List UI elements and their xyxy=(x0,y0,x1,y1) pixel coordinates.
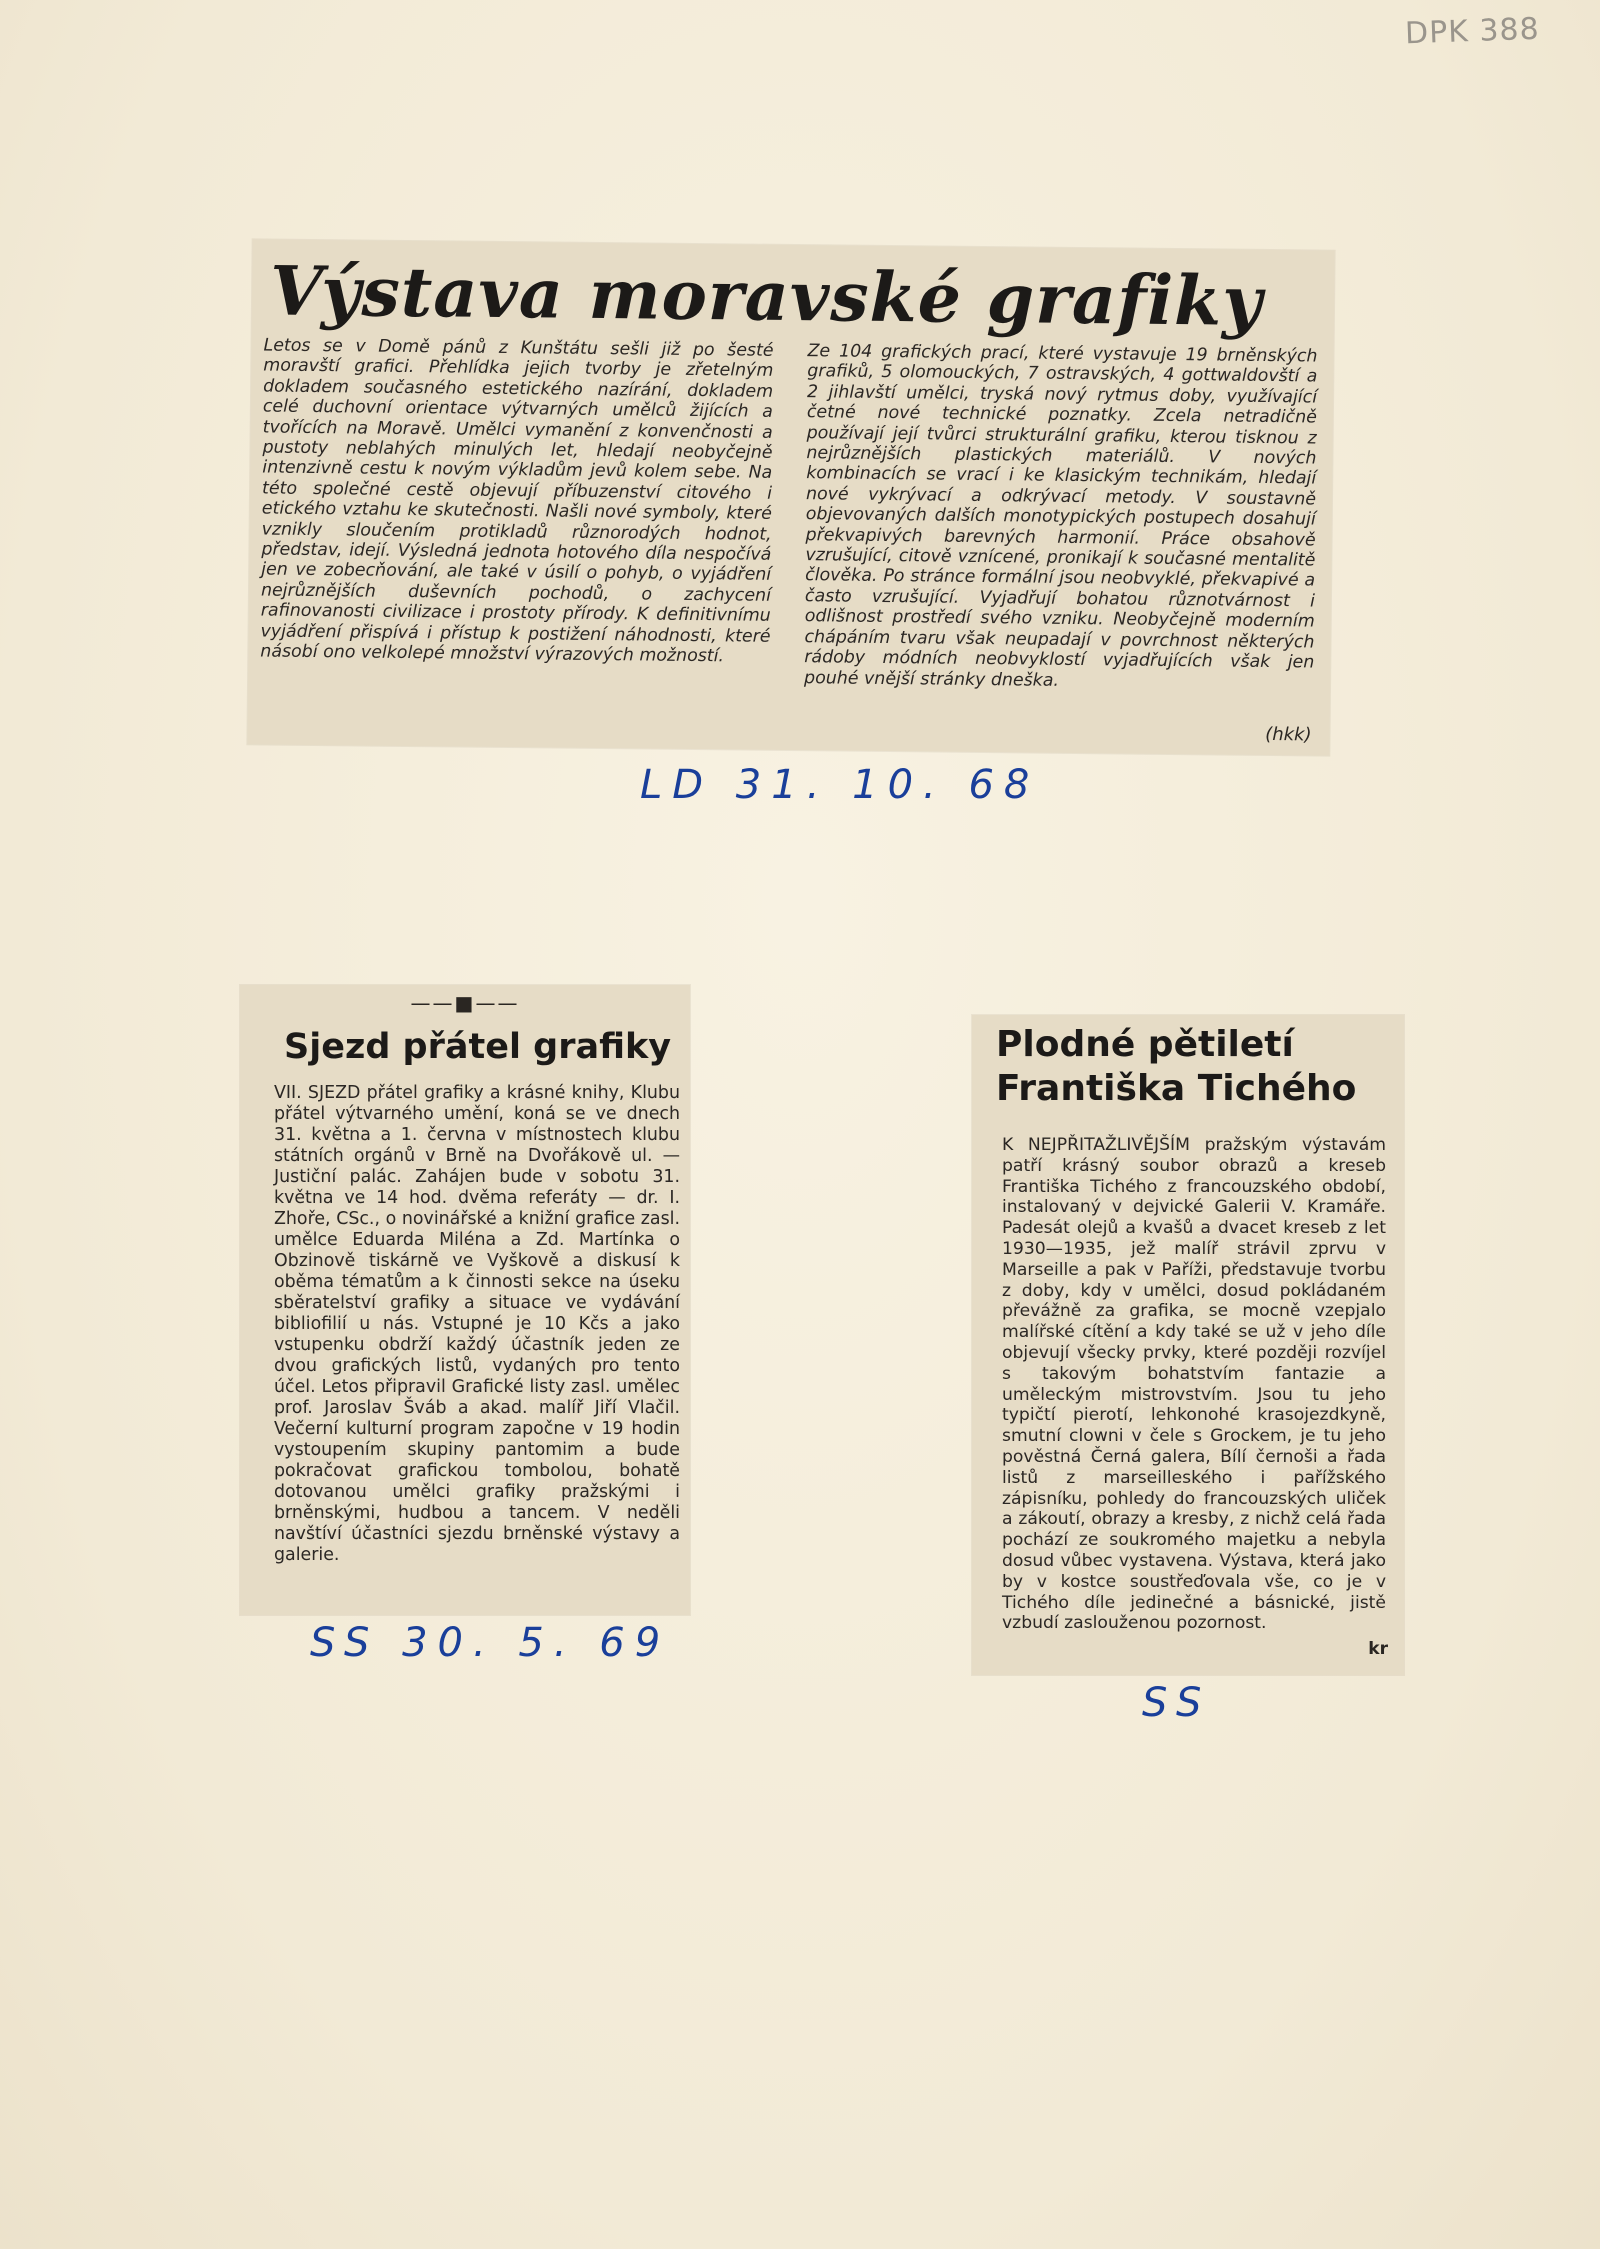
handwritten-source-note: SS 30. 5. 69 xyxy=(310,1620,671,1666)
clipping-tichy xyxy=(972,1015,1404,1675)
clipping-sjezd xyxy=(240,985,690,1615)
archive-mark: DPK 388 xyxy=(1404,11,1541,52)
clipping-dingbat: ——■—— xyxy=(410,991,520,1015)
clipping-column-left: Letos se v Domě pánů z Kunštátu sešli již po šesté moravští grafici. Přehlídka jejich tvorby je zřetelným dokladem současného estetického nazírání, dokladem celé duchovní orientace výtvarných umělců žijících a tvořících na Moravě. Umělci vymanění z konvenčnosti a pustoty neblahých minulých let, hledají neobyčejně intenzivně cestu k novým výkladům jevů kolem sebe. Na této společné cestě objevují příbuzenství citového i etického vztahu ke skutečnosti. Našli nové symboly, které vznikly sloučením protikladů různorodých hodnot, představ, idejí. Výsledná jednota hotového díla nespočívá jen ve zobecňování, ale také v úsilí o pohyb, o vyjádření nejrůznějších duševních pochodů, o zachycení rafinovanosti civilizace i prostoty přírody. K definitivnímu vyjádření přispívá i přístup k postižení náhodnosti, které násobí ono velkolepé množství výrazových možností. xyxy=(260,335,774,667)
clipping-body: K NEJPŘITAŽLIVĚJŠÍM pražským výstavám patří krásný soubor obrazů a kreseb Františka Tichého z francouzského období, instalovaný v dejvické Galerii V. Kramáře. Padesát olejů a kvašů a dvacet kreseb z let 1930—1935, jež malíř strávil zprvu v Marseille a pak v Paříži, představuje tvorbu z doby, kdy v umělci, dosud pokládaném převážně za grafika, se mocně vzepjalo malířské cítění a kdy také se už v jeho díle objevují všecky prvky, které později rozvíjel s takovým bohatstvím fantazie a uměleckým mistrovstvím. Jsou tu jeho typičtí pierotí, lehkonohé krasojezdkyně, smutní clowni v čele s Grockem, je tu jeho pověstná Černá galera, Bílí černoši a řada listů z marseilleského i pařížského zápisníku, pohledy do francouzských uliček a zákoutí, obrazy a kresby, z nichž celá řada pochází ze soukromého majetku a nebyla dosud vůbec vystavena. Výstava, která jako by v kostce soustřeďovala vše, co je v Tichého díle jedinečné a básnické, jistě vzbudí zaslouženou pozornost. xyxy=(1002,1135,1386,1634)
clipping-headline: Výstava moravské grafiky xyxy=(269,251,1264,342)
handwritten-source-note: LD 31. 10. 68 xyxy=(640,762,1040,808)
clipping-headline: Plodné pětiletí Františka Tichého xyxy=(996,1024,1357,1109)
clipping-vystava xyxy=(247,239,1334,755)
clipping-body: VII. SJEZD přátel grafiky a krásné knihy, Klubu přátel výtvarného umění, koná se ve dnech 31. května a 1. června v místnostech klubu státních orgánů v Brně na Dvořákově ul. — Justiční palác. Zahájen bude v sobotu 31. května ve 14 hod. dvěma referáty — dr. I. Zhoře, CSc., o novinářské a knižní grafice zasl. umělce Eduarda Miléna a Zd. Martínka o Obzinově tiskárně ve Vyškově a diskusí k oběma tématům a k činnosti sekce na úseku sběratelství grafiky a situace ve vydávání bibliofilií u nás. Vstupné je 10 Kčs a jako vstupenku obdrží každý účastník jeden ze dvou grafických listů, vydaných pro tento účel. Letos připravil Grafické listy zasl. umělec prof. Jaroslav Šváb a akad. malíř Jiří Vlačil. Večerní kulturní program započne v 19 hodin vystoupením skupiny pantomim a bude pokračovat grafickou tombolou, bohatě dotovanou umělci grafiky pražskými i brněnskými, hudbou a tancem. V neděli navštíví účastníci sjezdu brněnské výstavy a galerie. xyxy=(274,1083,680,1565)
handwritten-source-note: SS xyxy=(1142,1680,1212,1726)
clipping-headline: Sjezd přátel grafiky xyxy=(284,1027,672,1067)
clipping-column-right: Ze 104 grafických prací, které vystavuje 19 brněnských grafiků, 5 olomouckých, 7 ostravských, 4 gottwaldovští a 2 jihlavští umělci, tryská nový rytmus doby, využívající četné nové technické poznatky. Zcela netradičně používají její tvůrci strukturální grafiku, kterou tisknou z nejrůznějších plastických materiálů. V nových kombinacích se vrací i ke klasickým technikám, hledají nové vykrývací a odkrývací metody. V soustavně objevovaných dalších monotypických postupech dosahují překvapivých barevných harmonií. Práce obsahově vzrušující, citově vznícené, pronikají k současné mentalitě člověka. Po stránce formální jsou neobvyklé, překvapivé a často vzrušující. Vyjadřují bohatou různotvárnost i odlišnost prostředí svého vzniku. Neobyčejně moderním chápáním tvaru však neupadají v povrchnost některých rádoby módních neobvyklostí vyjadřujících však jen pouhé vnější stránky dneška. xyxy=(804,341,1318,691)
clipping-signature: (hkk) xyxy=(1265,723,1312,746)
clipping-signature: kr xyxy=(1368,1639,1388,1659)
